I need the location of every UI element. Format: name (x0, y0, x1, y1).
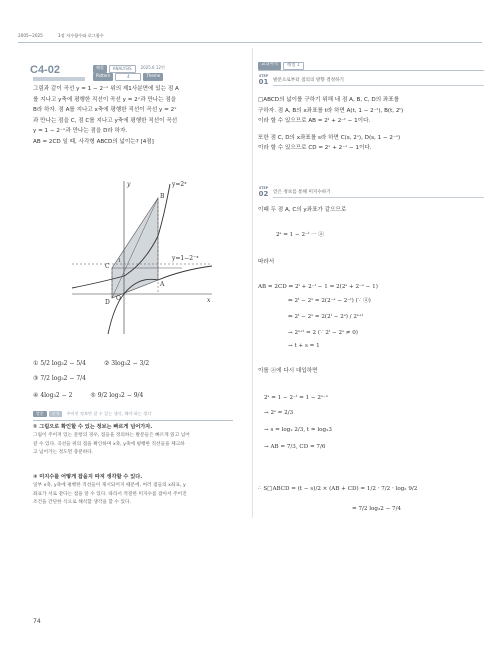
derivation2-line: 2ˢ = 1 − 2⁻ᵗ = 1 − 2ˢ⁻¹ (264, 395, 329, 401)
derivation-line: → 2ˢ⁺ᵗ = 2 (∵ 2ᵗ − 2ˢ ≠ 0) (288, 330, 358, 336)
label-exp-curve: y=2ˣ (172, 181, 187, 188)
problem-question: AB = 2CD 일 때, 사각형 ABCD의 넓이는? [4점] (33, 138, 154, 145)
analysis-item-line: 갈 수 있다. 곡선들 위의 점을 확인하며 x축, y축에 평행한 직선들을 체크하 (33, 441, 185, 447)
problem-statement (33, 84, 179, 148)
step2-intro: 이때 두 점 A, C의 y좌표가 같으므로 (258, 207, 347, 213)
header-chapter: 1장 지수함수와 로그함수 (58, 33, 104, 38)
choice-2[interactable]: ② 3log₃2 − 3/2 (103, 359, 150, 367)
problem-pattern (93, 73, 163, 81)
choices (33, 354, 233, 404)
step1-title: 발문으로부터 점의의 방향 결정하기 (273, 77, 484, 86)
problem-line: 과 만나는 점을 C, 점 C를 지나고 y축에 평행한 직선이 곡선 (33, 117, 178, 124)
header-years: 2005~2025 (18, 33, 43, 38)
choice-3[interactable]: ③ 7/2 log₃2 − 7/4 (33, 374, 86, 382)
step2-tag: STEP 02 (258, 186, 269, 198)
solution-header (258, 62, 304, 70)
derivation2-line: → 2ˢ = 2/3 (264, 410, 294, 416)
derivation-line: AB = 2CD ⇔ 2ᵗ + 2⁻ᵗ − 1 = 2(2ˢ + 2⁻ˢ − 1) (258, 284, 378, 290)
label-point-d: D (105, 299, 110, 306)
label-y-axis: y (127, 181, 131, 188)
derivation-line: ⇔ 2ᵗ − 2ˢ = 2(2⁻ˢ − 2⁻ᵗ) (∵ ⓐ) (288, 298, 371, 304)
label-x-axis: x (207, 297, 211, 304)
problem-graph (72, 176, 222, 336)
problem-meta-bar (33, 77, 85, 81)
analysis-header (33, 411, 151, 417)
analysis-item-line: 일부 x축, y축에 평행한 직선들이 제시되어지 때문에, 여러 점들의 x좌표, y (33, 483, 186, 488)
label-log-curve: y=1−2⁻ˣ (172, 255, 199, 262)
analysis-item-line: 좌표가 서로 같다는 점을 알 수 있다. 따라서 적절한 미지수를 잡아서 주어진 (33, 491, 187, 497)
step2-final2: = 7/2 log₃2 − 7/4 (352, 506, 402, 512)
tag-analysis: ANALYSIS (109, 65, 136, 73)
step1-line: 이라 할 수 있으므로 CD = 2ˢ + 2⁻ˢ − 1이다. (258, 145, 372, 152)
choice-4[interactable]: ④ 4log₃2 − 2 (33, 391, 73, 399)
step1-line: 구하자. 점 A, B의 x좌표를 t라 하면 A(t, 1 − 2⁻ᵗ), B(t, 2ᵗ) (258, 107, 404, 114)
step2-therefore: 따라서 (258, 259, 275, 265)
derivation-line: → t + s = 1 (288, 343, 320, 349)
analysis-item-line: 고 넘어가는 정도면 충분하다. (33, 450, 94, 456)
analysis-item-title: ② 미지수를 어떻게 잡을지 따져 생각할 수 있다. (33, 474, 143, 480)
step1-header (258, 74, 484, 86)
analysis-item-title: ① 그림으로 확인할 수 있는 정보는 빠르게 넘어가자. (33, 424, 153, 430)
label-origin: O (116, 295, 121, 302)
problem-line: B라 하자. 점 A를 지나고 x축에 평행한 직선이 곡선 y = 2ˣ (33, 107, 177, 114)
pattern-label: Pattern (93, 73, 113, 81)
derivation2-line: → s = log₂ 2/3, t = log₂3 (264, 427, 332, 433)
problem-tags (93, 65, 168, 73)
step2-final1: ∴ S□ABCD = (t − s)/2 × (AB + CD) = 1/2 · 7/2 · log₂ 9/2 (258, 486, 418, 492)
problem-line: 를 지나고 y축에 평행한 직선이 곡선 y = 2ˣ과 만나는 점을 (33, 96, 177, 103)
theme-label: Theme (143, 73, 163, 81)
problem-line: 그림과 같이 곡선 y = 1 − 2⁻ˣ 위의 제1사분면에 있는 점 A (33, 86, 179, 92)
analysis-tag1: 발문 (33, 411, 47, 417)
step1-tag: STEP 01 (258, 74, 269, 86)
step2-substitute: 이를 ⓐ에 다시 대입하면 (258, 368, 318, 374)
header-divider (18, 42, 482, 43)
step1-line: 또한 점 C, D의 x좌표를 s라 하면 C(s, 2ˢ), D(s, 1 − 2⁻ˢ) (258, 134, 401, 141)
pattern-value: 4 (115, 73, 141, 81)
analysis-item-line: 조건을 간단한 식으로 해석할 생각을 할 수 있다. (33, 500, 131, 506)
derivation2-line: → AB = 7/3, CD = 7/6 (264, 444, 326, 450)
problem-line: y = 1 − 2⁻ˣ과 만나는 점을 D라 하자. (33, 128, 128, 135)
problem-number: C4-02 (30, 64, 60, 76)
solution-tag1: 교과서적 (258, 62, 281, 70)
step2-eq1: 2ˢ = 1 − 2⁻ᵗ ⋯ ⓐ (276, 232, 325, 238)
label-point-b: B (160, 193, 165, 200)
choice-1[interactable]: ① 5/2 log₃2 − 5/4 (33, 359, 86, 367)
solution-tag2: 해법 1 (283, 62, 304, 70)
step2-title: 얻은 정보를 통해 미지수하기 (273, 189, 484, 198)
tag-source: 2025.6 12번 (140, 65, 165, 70)
step2-derivation2 (264, 392, 332, 456)
step2-derivation (258, 280, 378, 352)
choice-5[interactable]: ⑤ 9/2 log₃2 − 9/4 (90, 391, 144, 399)
analysis-item-line: 그림이 주어져 있는 문항의 경우, 점들을 정의하는 발문들은 빠르게 읽고 넘어 (33, 433, 190, 438)
solution-divider (258, 70, 484, 71)
step1-body (258, 95, 403, 154)
tag-type: 해설 (93, 65, 107, 73)
analysis-item-2 (33, 473, 187, 508)
label-point-a: A (160, 281, 165, 288)
analysis-item-1 (33, 423, 190, 458)
analysis-divider (33, 420, 233, 421)
page-number: 74 (33, 618, 41, 625)
step1-line: 이라 할 수 있으므로 AB = 2ᵗ + 2⁻ᵗ − 1이다. (258, 118, 371, 125)
label-point-c: C (105, 263, 110, 270)
analysis-tag2: 분석 (49, 411, 63, 417)
step1-line: □ABCD의 넓이를 구하기 위해 네 점 A, B, C, D의 좌표를 (258, 97, 400, 103)
label-one: 1 (118, 258, 122, 264)
derivation-line: ⇔ 2ᵗ − 2ˢ = 2(2ᵗ − 2ˢ) / 2ˢ⁺ᵗ (288, 314, 364, 320)
step2-header (258, 186, 484, 198)
column-divider (252, 48, 253, 518)
analysis-tag-desc: 주어진 정보만 잘 수 있는 생각, 해야 하는 생각 (66, 411, 152, 416)
